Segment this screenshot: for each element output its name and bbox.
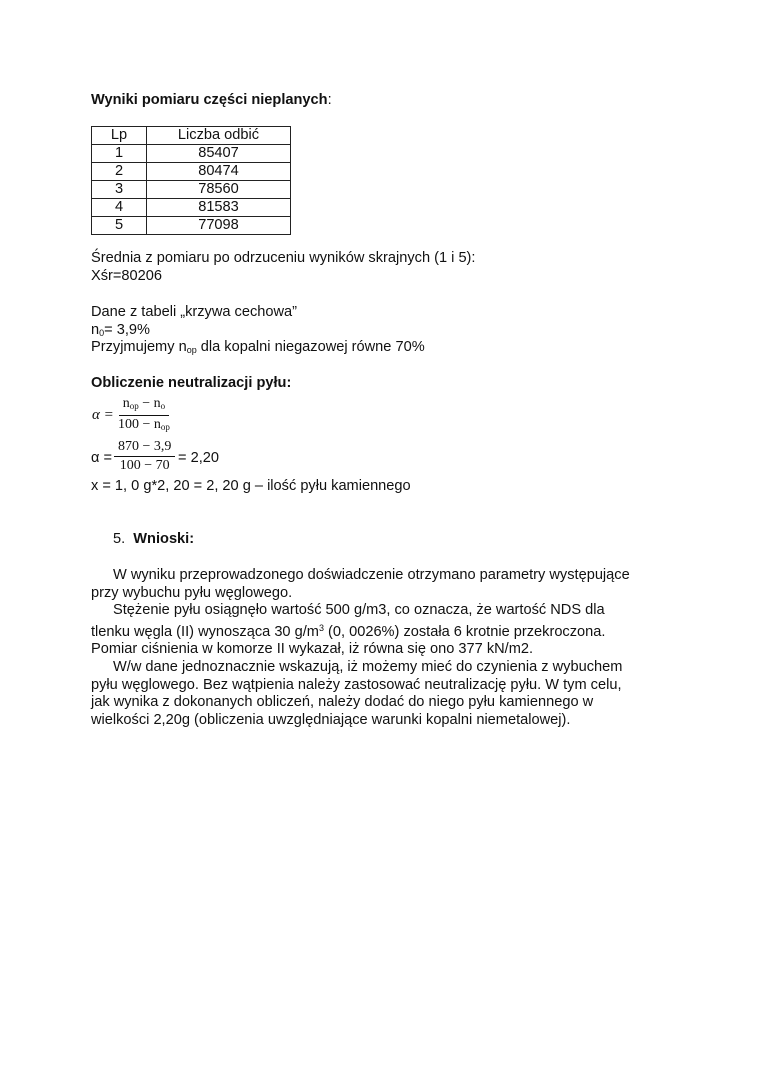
paragraph-line: W wyniku przeprowadzonego doświadczenie otrzymano parametry występujące — [113, 567, 630, 583]
num-minus-n: − n — [138, 396, 161, 411]
cell-lp: 3 — [92, 181, 147, 199]
mean-text: Średnia z pomiaru po odrzuceniu wyników skrajnych (1 i 5): — [91, 250, 476, 266]
cell-lp: 4 — [92, 199, 147, 217]
n0-value: = 3,9% — [104, 322, 150, 338]
cell-count: 80474 — [147, 163, 291, 181]
cell-lp: 5 — [92, 217, 147, 235]
n0-symbol: n — [91, 322, 100, 338]
n0-sub: 0 — [99, 328, 105, 338]
section-number: 5. — [113, 531, 126, 547]
num-n: n — [122, 396, 130, 411]
calc-lhs: α = — [91, 450, 113, 466]
table-row — [92, 163, 291, 181]
formula-fraction — [118, 395, 170, 436]
line-part: (0, 0026%) została 6 krotnie przekroczona. — [323, 623, 606, 640]
header-lp: Lp — [92, 127, 147, 145]
table-row — [92, 217, 291, 235]
cell-count: 77098 — [147, 217, 291, 235]
header-count: Liczba odbić — [147, 127, 291, 145]
table-row — [92, 199, 291, 217]
formula-lhs: α = — [92, 407, 114, 423]
paragraph-line: pyłu węglowego. Bez wątpienia należy zastosować neutralizację pyłu. W tym celu, — [91, 676, 622, 693]
table-row — [92, 145, 291, 163]
table-row — [92, 181, 291, 199]
table-header-row — [92, 127, 291, 145]
formula-denominator — [118, 416, 170, 436]
paragraph-line: przy wybuchu pyłu węglowego. — [91, 584, 293, 601]
nop-line — [91, 339, 425, 360]
calc-result: = 2,20 — [178, 450, 219, 466]
heading-text: Wyniki pomiaru części nieplanych — [91, 92, 328, 108]
cell-count: 85407 — [147, 145, 291, 163]
calc-fraction — [114, 438, 175, 475]
num-sub-o: o — [160, 401, 166, 411]
den-text: 100 − n — [118, 417, 161, 432]
nop-pre: Przyjmujemy n — [91, 339, 187, 355]
calc-heading: Obliczenie neutralizacji pyłu: — [91, 375, 292, 391]
paragraph-line: wielkości 2,20g (obliczenia uwzględniające warunki kopalni niemetalowej). — [91, 711, 571, 728]
section-heading — [91, 92, 332, 110]
heading-colon: : — [327, 92, 332, 108]
line-part: tlenku węgla (II) wynosząca 30 g/m — [91, 623, 319, 640]
paragraph-line — [91, 620, 630, 642]
nop-sub: op — [186, 345, 197, 355]
superscript: 3 — [318, 622, 324, 633]
num-sub-op: op — [129, 401, 139, 411]
paragraph-line: Pomiar ciśnienia w komorze II wykazał, iż równa się ono 377 kN/m2. — [91, 641, 534, 658]
x-line: x = 1, 0 g*2, 20 = 2, 20 g – ilość pyłu kamiennego — [91, 478, 411, 494]
section-title: Wnioski: — [133, 531, 195, 547]
nop-rest: dla kopalni niegazowej równe 70% — [196, 339, 425, 355]
calc-denominator: 100 − 70 — [119, 458, 170, 473]
mean-value: Xśr=80206 — [91, 268, 162, 284]
paragraph-line: W/w dane jednoznacznie wskazują, iż możemy mieć do czynienia z wybuchem — [113, 658, 623, 675]
cell-count: 78560 — [147, 181, 291, 199]
cell-lp: 2 — [92, 163, 147, 181]
measurement-table — [91, 126, 291, 235]
data-source: Dane z tabeli „krzywa cechowa” — [91, 304, 298, 320]
paragraph-line: Stężenie pyłu osiągnęło wartość 500 g/m3, co oznacza, że wartość NDS dla — [113, 602, 605, 619]
cell-count: 81583 — [147, 199, 291, 217]
den-sub-op: op — [160, 422, 170, 432]
cell-lp: 1 — [92, 145, 147, 163]
paragraph-line: jak wynika z dokonanych obliczeń, należy dodać do niego pyłu kamiennego w — [91, 694, 594, 711]
formula-numerator — [119, 395, 169, 416]
calc-numerator: 870 − 3,9 — [114, 438, 175, 457]
conclusions-text — [91, 567, 630, 729]
section-5-heading — [113, 531, 194, 549]
